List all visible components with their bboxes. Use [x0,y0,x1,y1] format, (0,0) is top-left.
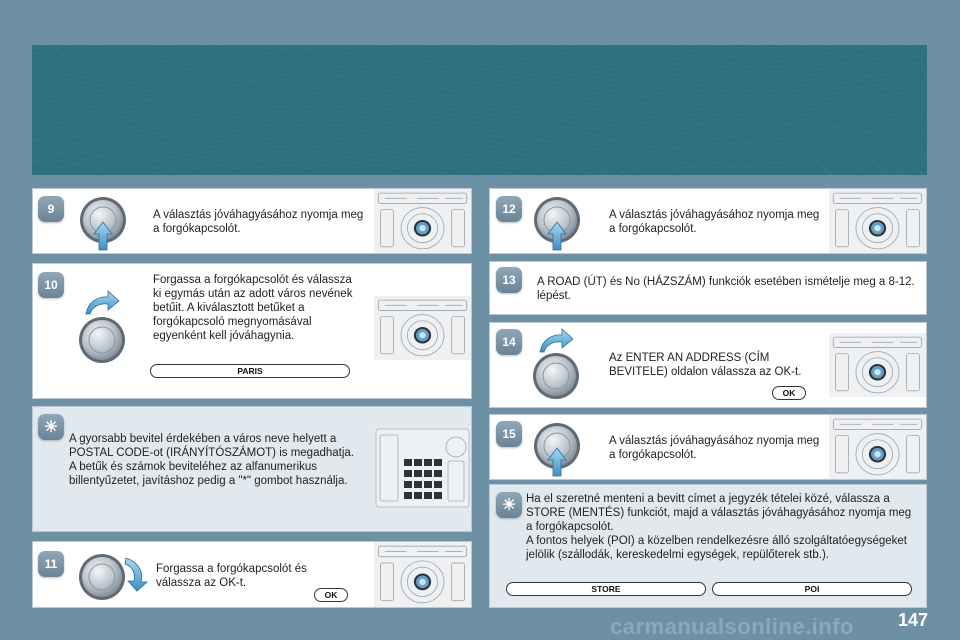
header-banner [32,45,927,175]
rotary-knob-press-icon [76,196,130,252]
store-button[interactable]: STORE [506,582,706,596]
rotary-knob-icon [78,316,126,364]
tip-store-poi-text: Ha el szeretné menteni a bevitt címet a jegyzék tételei közé, válassza a STORE (MENTÉS) funkciót, majd a választás jóváhagyásához nyomja meg a forgókapcsolót. A fontos helyek (POI) a közelben rendelkezésre álló szolgáltatóegységeket jelölik (szállodák, kereskedelmi egységek, repülőterek stb.). [526,493,912,561]
radio-panel-illustration [829,189,926,253]
step-number-badge: 9 [38,196,64,222]
radio-panel-illustration [374,296,471,360]
tip-postal-code-text: A gyorsabb bevitel érdekében a város neve helyett a POSTAL CODE-ot (IRÁNYÍTÓSZÁMOT) is megadhatja. A betűk és számok beviteléhez az alfanumerikus billentyűzetet, javításhoz pedig a "*" gombot használja. [69,433,355,487]
keypad-panel-illustration [374,425,471,511]
step-12-text: A választás jóváhagyásához nyomja meg a forgókapcsolót. [609,209,820,235]
step-number-badge: 14 [496,329,522,355]
ok-button[interactable]: OK [772,386,806,400]
step-9-text: A választás jóváhagyásához nyomja meg a forgókapcsolót. [153,209,364,235]
paris-button[interactable]: PARIS [150,364,350,378]
step-number-badge: 10 [38,272,64,298]
rotate-arrow-icon [84,290,120,316]
page-number: 147 [898,610,929,630]
ok-button[interactable]: OK [314,588,348,602]
radio-panel-illustration [829,333,926,397]
tip-icon: ☀ [496,492,522,518]
rotary-knob-press-icon [530,422,584,478]
radio-panel-illustration [829,415,926,479]
step-number-badge: 13 [496,267,522,293]
step-number-badge: 12 [496,196,522,222]
rotary-knob-press-icon [530,196,584,252]
tip-icon: ☀ [38,414,64,440]
rotate-arrow-icon [538,328,574,354]
step-11-text: Forgassa a forgókapcsolót és válassza az OK-t. [156,563,307,589]
step-number-badge: 15 [496,421,522,447]
radio-panel-illustration [374,189,471,253]
rotate-arrow-icon [124,556,150,592]
watermark: carmanualsonline.info [610,614,854,639]
step-number-badge: 11 [38,551,64,577]
rotary-knob-icon [532,352,580,400]
step-10-text: Forgassa a forgókapcsolót és válassza ki egymás után az adott város nevének betűit. A kiválasztott betűket a forgókapcsoló megnyomásával egyenként kell jóváhagynia. [153,274,353,342]
step-13-text: A ROAD (ÚT) és No (HÁZSZÁM) funkciók esetében ismételje meg a 8-12. lépést. [537,276,915,302]
radio-panel-illustration [374,542,471,607]
rotary-knob-icon [78,553,126,601]
poi-button[interactable]: POI [712,582,912,596]
step-15-text: A választás jóváhagyásához nyomja meg a forgókapcsolót. [609,435,820,461]
step-14-text: Az ENTER AN ADDRESS (CÍM BEVITELE) oldalon válassza az OK-t. [609,352,802,378]
